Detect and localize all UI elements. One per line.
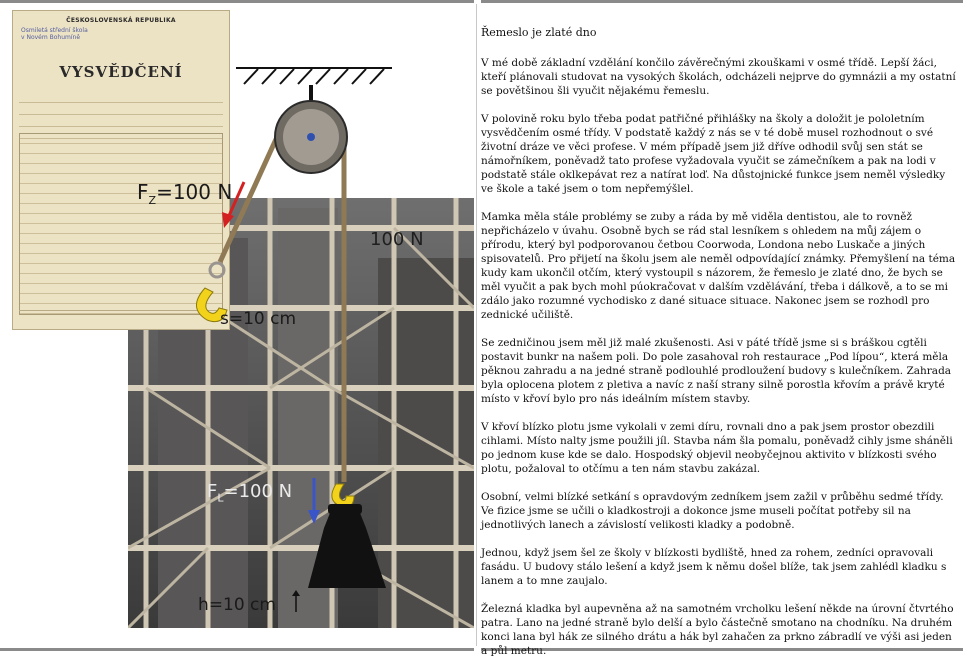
certificate-title: VYSVĚDČENÍ xyxy=(59,63,183,81)
illustration-panel xyxy=(0,0,476,652)
article-title: Řemeslo je zlaté dno xyxy=(481,26,597,39)
load-hook-icon xyxy=(332,484,354,507)
top-rule-right xyxy=(481,0,963,3)
ceiling-hatching xyxy=(244,69,384,84)
column-divider xyxy=(476,4,477,646)
article-paragraph: V křoví blízko plotu jsme vykolali v zemi díru, rovnali dno a pak jsem prostor obezdili cihlami. Místo nalty jsme použili jíl. Stavba nám šla pomalu, poněvadž cihly jsme sháněli po jednom kuse kde se dalo. Hospodský objevil neobyčejnou aktivito v blízkosti svého plotu, požaloval to otčímu a ten nám stavbu zakázal. xyxy=(481,421,953,475)
height-h-label: h=10 cm xyxy=(198,595,276,615)
load-weight xyxy=(308,508,386,588)
distance-s-label: s=10 cm xyxy=(220,309,297,329)
article xyxy=(481,26,959,672)
article-paragraph: V polovině roku bylo třeba podat patřičné přihlášky na školy a doložit je pololetním vysvědčením osmé třídy. V podstatě každý z nás se v té době musel rozhodnout o své životní dráze ve věci profese. V mém případě jsem již dříve odhodil svůj sen stát se námořníkem, poněvadž tato profese vyžadovala vyučit se zámečníkem a pak na lodi v podstatě stále oklkepávat rez a natírat loď. Na důstojnické funkce jsem neměl výsledky ve škole a také jsem o tom nepřemýšlel. xyxy=(481,113,946,195)
article-paragraph: Se zedničinou jsem měl již malé zkušenosti. Asi v páté třídě jsme si s bráškou cgtěli postavit bunkr na našem poli. Do pole zasahoval roh restaurace „Pod lípou“, která měla pěknou zahradu a na jedné straně podlouhlé prodloužení budovy s kulečníkem. Zahrada byla oplocena plotem z pletiva a navíc z naší strany silně porostla křovím a právě kryté místo v křoví bylo pro nás ideálním místem stavby. xyxy=(481,337,952,405)
certificate-school-line1: Osmiletá střední škola xyxy=(21,27,88,34)
article-paragraph: V mé době základní vzdělání končilo závěrečnými zkouškami v osmé třídě. Lepší žáci, kteří plánovali studovat na vysokých školách, odcházeli nejprve do gymnázii a my ostatní se povětšinou šli vyučit nějakému řemeslu. xyxy=(481,57,956,97)
article-paragraph: Jednou, když jsem šel ze školy v blízkosti bydliště, hned za rohem, zedníci opravovali fasádu. U budovy stálo lešení a když jsem k němu došel blíže, tak jsem zahlédl kladku s lanem a to mne zaujalo. xyxy=(481,547,947,587)
article-paragraph: Mamka měla stále problémy se zuby a ráda by mě viděla dentistou, ale to rovněž nepřicházelo v úvahu. Osobně bych se rád stal lesníkem s ohledem na můj zájem o přírodu, který byl podporovanou četbou Coorwoda, Londona nebo Luskače a jiných spisovatelů. Pro přijetí na školu jsem ale neměl odpovídající známky. Přemyšlení na téma kudy kam ukončil otčím, který vystoupil s názorem, že řemeslo je zlaté dno, že bych se měl vyučit a pak bych mohl púokračovat v dalším vzdělávání, třeba i dálkově, a to se mi zdálo jako rozumné vychodisko z dané situace situace. Nakonec jsem se rozhodl pro zednické učiliště. xyxy=(481,211,956,321)
load-force-label: $F_L=100$ N xyxy=(207,481,293,505)
certificate-school-line2: v Novém Bohumíně xyxy=(21,34,81,41)
article-paragraph: Osobní, velmi blízké setkání s opravdovým zedníkem jsem zažil v průběhu sedmé třídy. Ve fizice jsme se učili o kladkostroji a dokonce jsme museli počítat potřeby sil na jednotlivých lanech a závislostí velikosti kladky a podobně. xyxy=(481,491,944,531)
certificate-republic: ČESKOSLOVENSKÁ REPUBLIKA xyxy=(66,17,176,24)
article-paragraph: Železná kladka byl aupevněna až na samotném vrcholku lešení někde na úrovní čtvrtého patra. Lano na jedné straně bylo delší a bylo částečně smotano na chodníku. Na druhém konci lana byl hák ze silného drátu a hák byl zahačen za prkno zábradlí ve výši asi jeden a půl metru. xyxy=(481,603,954,657)
pull-force-label: $F_Z=100$ N xyxy=(137,180,233,207)
rope-tension-label: 100 N xyxy=(370,229,424,250)
